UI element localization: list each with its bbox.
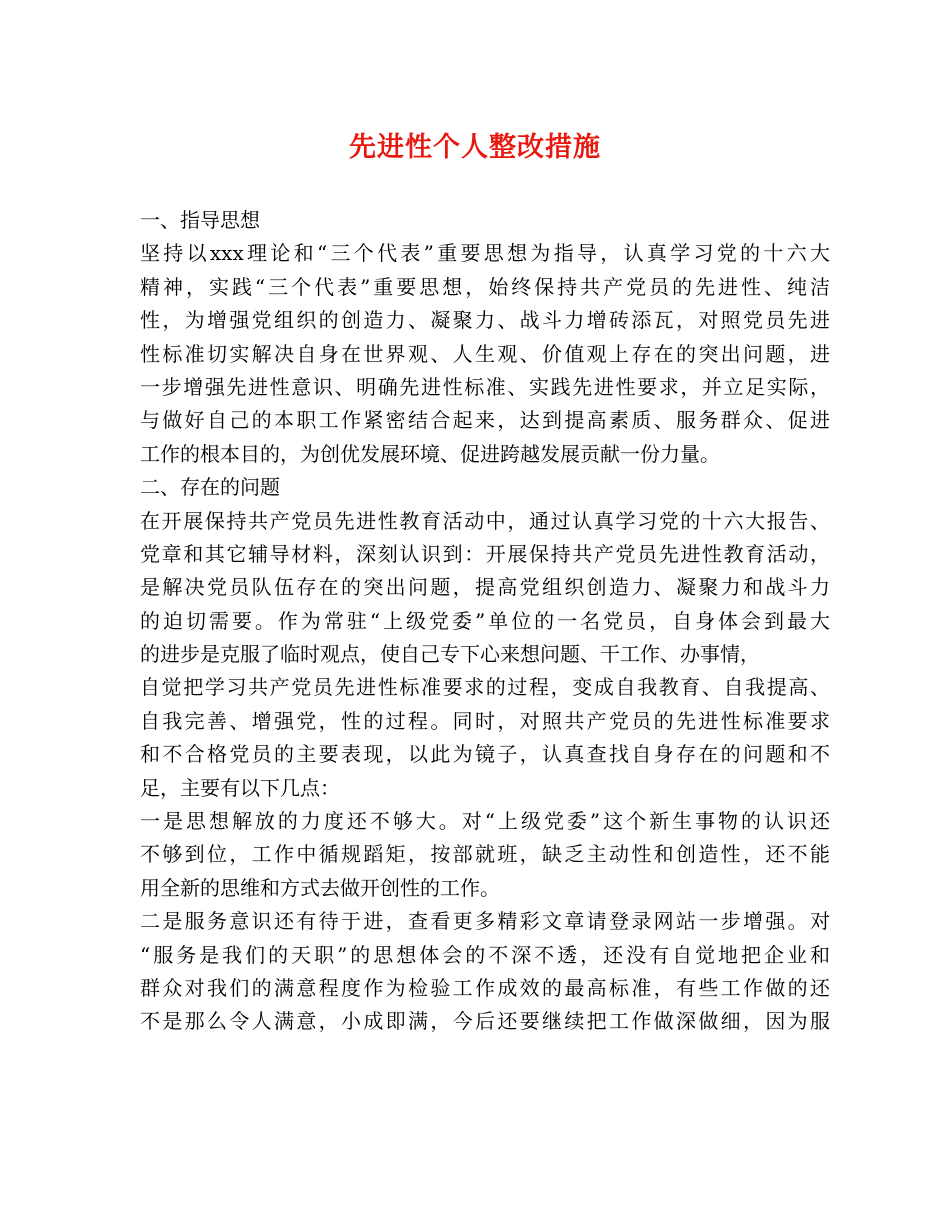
text-line: 工作的根本目的，为创优发展环境、促进跨越发展贡献一份力量。	[140, 441, 720, 466]
text-line: 用全新的思维和方式去做开创性的工作。	[140, 875, 500, 900]
text-line: 与做好自己的本职工作紧密结合起来，达到提高素质、服务群众、促进	[140, 408, 830, 433]
text-line: 群众对我们的满意程度作为检验工作成效的最高标准，有些工作做的还	[140, 975, 830, 1000]
text-line: 是解决党员队伍存在的突出问题，提高党组织创造力、凝聚力和战斗力	[140, 575, 830, 600]
text-line: 不是那么令人满意，小成即满，今后还要继续把工作做深做细，因为服	[140, 1009, 830, 1034]
text-line: 精神，实践“三个代表”重要思想，始终保持共产党员的先进性、纯洁	[140, 274, 830, 299]
text-line: 自觉把学习共产党员先进性标准要求的过程，变成自我教育、自我提高、	[140, 675, 830, 700]
text-line: 性标准切实解决自身在世界观、人生观、价值观上存在的突出问题，进	[140, 341, 830, 366]
text-line: 性，为增强党组织的创造力、凝聚力、战斗力增砖添瓦，对照党员先进	[140, 308, 830, 333]
document-body	[140, 204, 830, 1039]
text-line: 自我完善、增强党，性的过程。同时，对照共产党员的先进性标准要求	[140, 708, 830, 733]
text-line: 的迫切需要。作为常驻“上级党委”单位的一名党员，自身体会到最大	[140, 608, 830, 633]
text-line: 的进步是克服了临时观点，使自己专下心来想问题、干工作、办事情，	[140, 642, 760, 667]
text-line: 党章和其它辅导材料，深刻认识到：开展保持共产党员先进性教育活动，	[140, 541, 830, 566]
text-line: 一是思想解放的力度还不够大。对“上级党委”这个新生事物的认识还	[140, 809, 830, 834]
text-line: 二是服务意识还有待于进，查看更多精彩文章请登录网站一步增强。对	[140, 909, 830, 934]
document-title: 先进性个人整改措施	[349, 132, 601, 163]
text-line: “服务是我们的天职”的思想体会的不深不透，还没有自觉地把企业和	[140, 942, 830, 967]
text-line: 一步增强先进性意识、明确先进性标准、实践先进性要求，并立足实际，	[140, 374, 830, 399]
text-line: 一、指导思想	[140, 208, 260, 232]
text-line: 二、存在的问题	[140, 475, 280, 500]
text-line: 足，主要有以下几点：	[140, 775, 340, 800]
text-line: 和不合格党员的主要表现，以此为镜子，认真查找自身存在的问题和不	[140, 742, 830, 767]
text-line: 不够到位，工作中循规蹈矩，按部就班，缺乏主动性和创造性，还不能	[140, 842, 830, 867]
text-line: 在开展保持共产党员先进性教育活动中，通过认真学习党的十六大报告、	[140, 508, 830, 533]
text-line: 坚持以xxx理论和“三个代表”重要思想为指导，认真学习党的十六大	[140, 241, 830, 266]
